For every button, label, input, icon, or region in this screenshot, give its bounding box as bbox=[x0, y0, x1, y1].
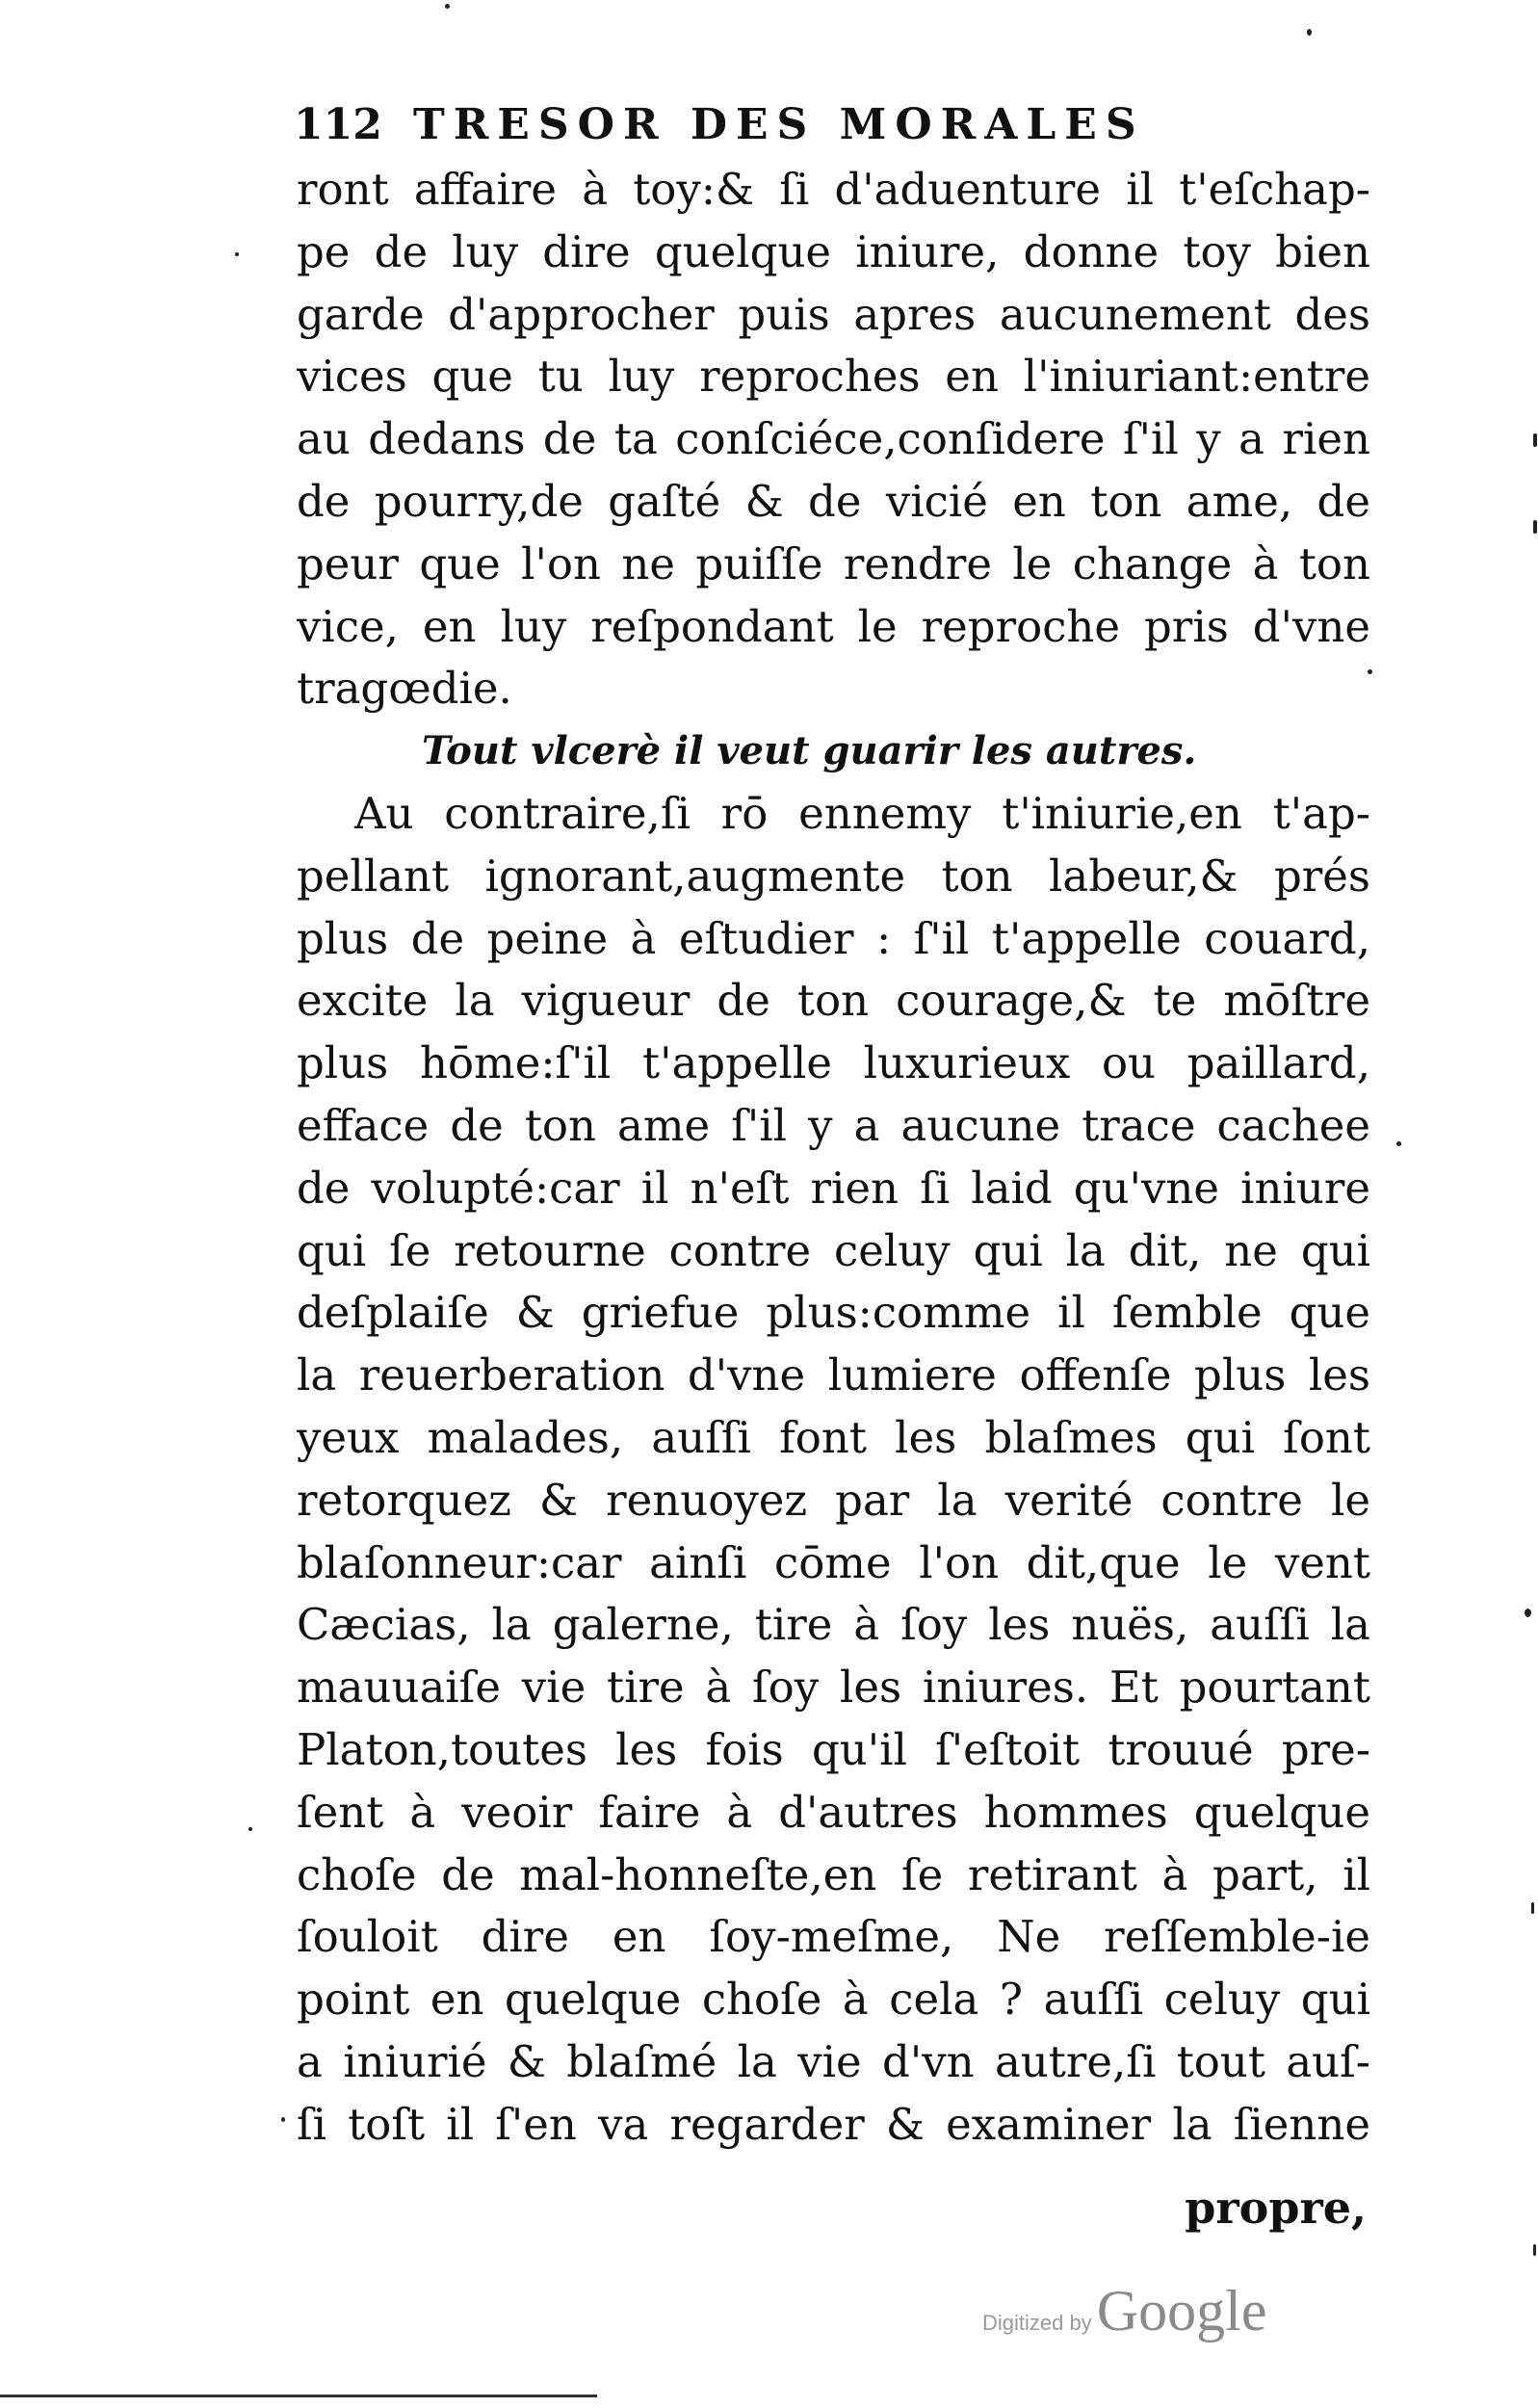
scan-speck bbox=[1533, 2244, 1536, 2256]
body-text bbox=[297, 159, 1370, 2157]
scan-speck bbox=[1525, 1609, 1531, 1617]
text-line: a iniurié & blaſmé la vie d'vn autre,ſi tout auſ- bbox=[297, 2035, 1370, 2087]
scan-speck bbox=[1368, 669, 1372, 674]
text-line: la reuerberation d'vne lumiere offenſe plus les bbox=[297, 1349, 1370, 1401]
running-title: TRESOR DES MORALES bbox=[413, 100, 1145, 149]
scan-speck bbox=[1533, 433, 1537, 447]
running-head bbox=[294, 96, 1218, 154]
text-line: efface de ton ame ſ'il y a aucune trace cachee bbox=[297, 1099, 1370, 1151]
text-line: peur que l'on ne puiſſe rendre le change à ton bbox=[297, 537, 1370, 589]
text-line: point en quelque choſe à cela ? auſſi celuy qui bbox=[297, 1974, 1370, 2026]
page-number: 112 bbox=[294, 100, 382, 149]
text-line: blaſonneur:car ainſi cōme l'on dit,que le vent bbox=[297, 1536, 1370, 1588]
text-line: de volupté:car il n'eſt rien ſi laid qu'vne iniure bbox=[297, 1162, 1370, 1214]
text-line: garde d'approcher puis apres aucunement des bbox=[297, 288, 1370, 340]
text-line: pellant ignorant,augmente ton labeur,& prés bbox=[297, 850, 1370, 902]
text-line: retorquez & renuoyez par la verité contre le bbox=[297, 1474, 1370, 1526]
scan-speck bbox=[235, 252, 239, 256]
text-line: plus de peine à eſtudier : ſ'il t'appelle couard, bbox=[297, 912, 1370, 964]
text-line: ſent à veoir faire à d'autres hommes quelque bbox=[297, 1786, 1370, 1838]
text-line: qui ſe retourne contre celuy qui la dit, ne qui bbox=[297, 1224, 1370, 1276]
scan-edge-line bbox=[0, 2395, 597, 2397]
text-line: au dedans de ta conſciéce,conſidere ſ'il y a rien bbox=[297, 413, 1370, 465]
text-line: yeux malades, auſſi font les blaſmes qui ſont bbox=[297, 1411, 1370, 1463]
text-line: tragœdie. bbox=[297, 663, 512, 715]
scan-speck bbox=[1307, 29, 1312, 36]
text-line: choſe de mal-honneſte,en ſe retirant à part, il bbox=[297, 1848, 1370, 1900]
text-line: vice, en luy reſpondant le reproche pris d'vne bbox=[297, 600, 1370, 652]
text-line: ſi toſt il ſ'en va regarder & examiner la ſienne bbox=[297, 2098, 1370, 2150]
google-logo: Google bbox=[1096, 2279, 1267, 2343]
text-line: vices que tu luy reproches en l'iniuriant:entre bbox=[297, 351, 1370, 403]
paragraph-start-line: Au contraire,ſi rō ennemy t'iniurie,en t'ap- bbox=[354, 787, 1370, 839]
scan-speck bbox=[1533, 520, 1537, 534]
text-line: pe de luy dire quelque iniure, donne toy bien bbox=[297, 225, 1370, 277]
text-line: deſplaiſe & griefue plus:comme il ſemble que bbox=[297, 1287, 1370, 1339]
digitized-watermark bbox=[982, 2278, 1266, 2355]
scan-speck bbox=[445, 4, 450, 9]
text-line: excite la vigueur de ton courage,& te mōſtre bbox=[297, 975, 1370, 1027]
scan-speck bbox=[1531, 1902, 1534, 1914]
text-line: ſouloit dire en ſoy-meſme, Ne reſſemble-ie bbox=[297, 1911, 1370, 1963]
text-line: ront affaire à toy:& ſi d'aduenture il t'eſchap- bbox=[297, 164, 1370, 215]
watermark-prefix: Digitized by bbox=[982, 2311, 1092, 2335]
scan-speck bbox=[248, 1827, 252, 1831]
text-line: Cæcias, la galerne, tire à ſoy les nuës, auſſi la bbox=[297, 1599, 1370, 1651]
text-line: mauuaiſe vie tire à ſoy les iniures. Et pourtant bbox=[297, 1662, 1370, 1714]
catchword: propre, bbox=[1185, 2182, 1367, 2234]
text-line: Platon,toutes les fois qu'il ſ'eſtoit trouué pre- bbox=[297, 1723, 1370, 1775]
text-line: de pourry,de gaſté & de vicié en ton ame, de bbox=[297, 475, 1370, 527]
text-line: plus hōme:ſ'il t'appelle luxurieux ou paillard, bbox=[297, 1037, 1370, 1089]
scan-speck bbox=[281, 2117, 285, 2122]
scan-speck bbox=[1396, 1141, 1401, 1146]
quotation-line: Tout vlcerè il veut guarir les autres. bbox=[422, 728, 1197, 774]
